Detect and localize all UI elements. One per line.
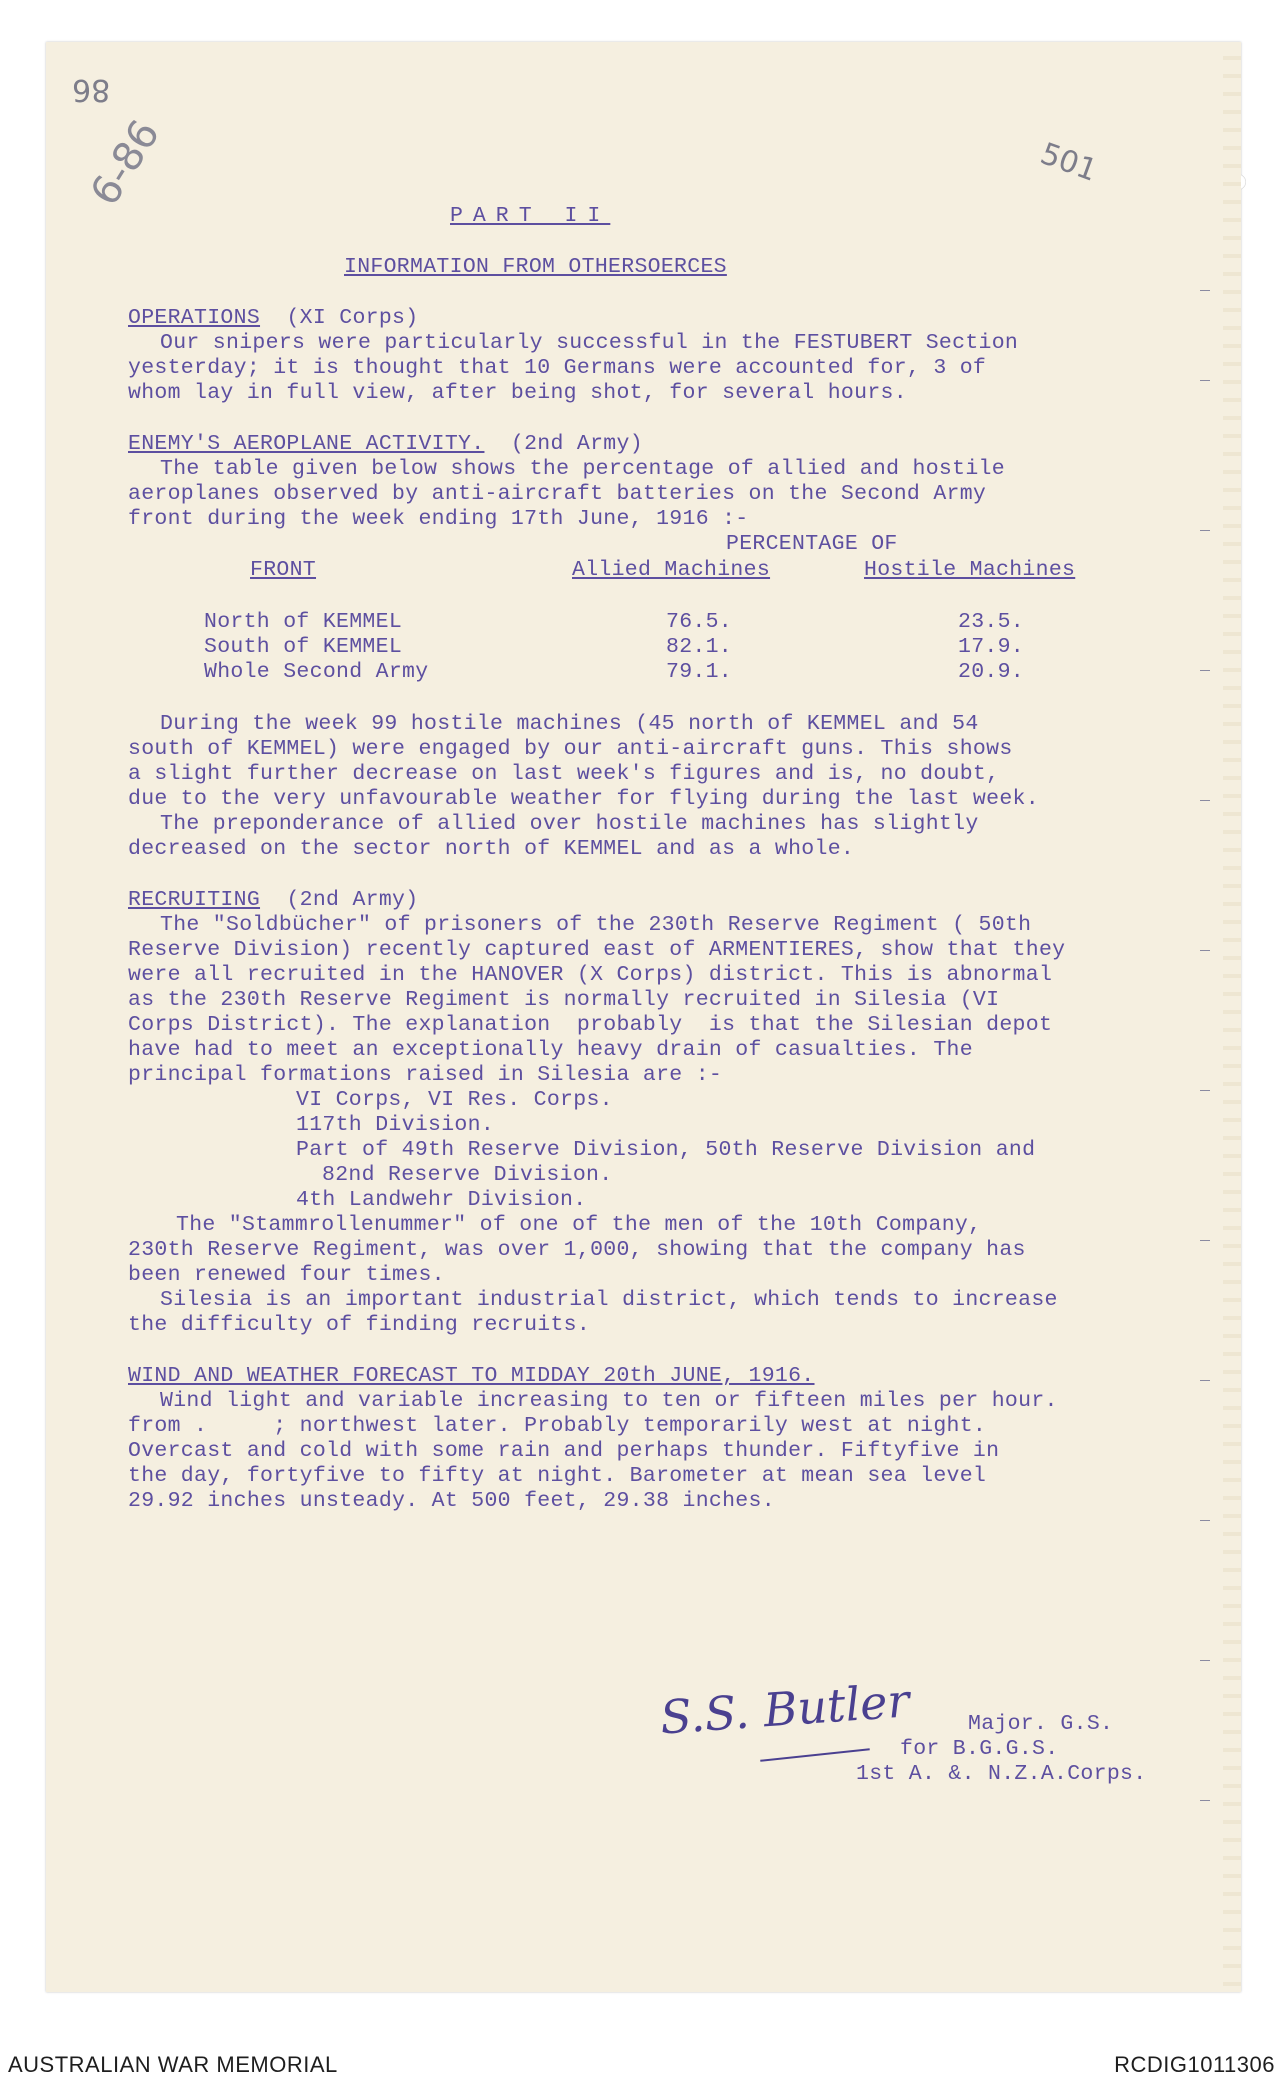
aeroplanes-intro-line: aeroplanes observed by anti-aircraft batteries on the Second Army xyxy=(128,482,987,506)
aeroplanes-summary-line: During the week 99 hostile machines (45 north of KEMMEL and 54 xyxy=(160,712,979,736)
recruiting-line: as the 230th Reserve Regiment is normally recruited in Silesia (VI xyxy=(128,988,1000,1012)
table-row-hostile: 20.9. xyxy=(958,660,1025,684)
weather-heading: WIND AND WEATHER FORECAST TO MIDDAY 20th JUNE, 1916. xyxy=(128,1364,815,1388)
margin-tick xyxy=(1200,380,1210,381)
table-group-header: PERCENTAGE OF xyxy=(726,532,898,556)
table-row-hostile: 23.5. xyxy=(958,610,1025,634)
silesia-line: Silesia is an important industrial district, which tends to increase xyxy=(160,1288,1058,1312)
operations-line: yesterday; it is thought that 10 Germans were accounted for, 3 of xyxy=(128,356,987,380)
footer-left: AUSTRALIAN WAR MEMORIAL xyxy=(8,2052,338,2077)
recruiting-line: have had to meet an exceptionally heavy drain of casualties. The xyxy=(128,1038,973,1062)
margin-tick xyxy=(1200,1090,1210,1091)
table-row-allied: 79.1. xyxy=(666,660,733,684)
table-col-front: FRONT xyxy=(250,558,317,582)
table-row-allied: 76.5. xyxy=(666,610,733,634)
recruiting-line: were all recruited in the HANOVER (X Corps) district. This is abnormal xyxy=(128,963,1053,987)
margin-tick xyxy=(1200,800,1210,801)
signature-rank: Major. G.S. xyxy=(968,1712,1114,1736)
weather-line: 29.92 inches unsteady. At 500 feet, 29.38 inches. xyxy=(128,1489,775,1513)
table-row-front: North of KEMMEL xyxy=(204,610,403,634)
table-col-hostile: Hostile Machines xyxy=(864,558,1076,582)
aeroplanes-summary-line: a slight further decrease on last week's figures and is, no doubt, xyxy=(128,762,1000,786)
aeroplanes-summary-line: due to the very unfavourable weather for flying during the last week. xyxy=(128,787,1039,811)
recruiting-line: Reserve Division) recently captured east of ARMENTIERES, show that they xyxy=(128,938,1066,962)
operations-heading-line xyxy=(128,306,418,331)
punch-hole xyxy=(1230,174,1246,190)
silesia-line: the difficulty of finding recruits. xyxy=(128,1313,591,1337)
table-row-front: Whole Second Army xyxy=(204,660,429,684)
operations-source: (XI Corps) xyxy=(286,306,419,330)
aeroplanes-intro-line: front during the week ending 17th June, 1916 :- xyxy=(128,507,749,531)
aeroplanes-heading: ENEMY'S AEROPLANE ACTIVITY. xyxy=(128,432,485,456)
recruiting-line: The "Soldbücher" of prisoners of the 230th Reserve Regiment ( 50th xyxy=(160,913,1032,937)
table-col-allied: Allied Machines xyxy=(572,558,771,582)
margin-tick xyxy=(1200,1380,1210,1381)
stamm-line: 230th Reserve Regiment, was over 1,000, showing that the company has xyxy=(128,1238,1026,1262)
margin-tick xyxy=(1200,1520,1210,1521)
stamm-line: been renewed four times. xyxy=(128,1263,445,1287)
formation-item: Part of 49th Reserve Division, 50th Reserve Division and xyxy=(296,1138,1036,1162)
aeroplanes-heading-line xyxy=(128,432,643,457)
margin-tick xyxy=(1200,1800,1210,1801)
pencil-folio-left: 6-86 xyxy=(81,112,169,214)
signature-for: for B.G.G.S. xyxy=(900,1737,1059,1761)
table-row-allied: 82.1. xyxy=(666,635,733,659)
footer-right: RCDIG1011306 xyxy=(1114,2052,1275,2077)
table-row-hostile: 17.9. xyxy=(958,635,1025,659)
formation-item: 4th Landwehr Division. xyxy=(296,1188,587,1212)
operations-line: whom lay in full view, after being shot, for several hours. xyxy=(128,381,907,405)
stamm-line: The "Stammrollenummer" of one of the men of the 10th Company, xyxy=(176,1213,982,1237)
weather-line: Overcast and cold with some rain and perhaps thunder. Fiftyfive in xyxy=(128,1439,1000,1463)
section-heading: INFORMATION FROM OTHERSOERCES xyxy=(344,255,727,279)
margin-tick xyxy=(1200,950,1210,951)
pencil-page-number: 86 xyxy=(72,72,111,107)
weather-line: the day, fortyfive to fifty at night. Barometer at mean sea level xyxy=(128,1464,987,1488)
pencil-folio-right: 501 xyxy=(1035,136,1102,189)
aeroplanes-source: (2nd Army) xyxy=(510,432,643,456)
recruiting-line: principal formations raised in Silesia are :- xyxy=(128,1063,723,1087)
aeroplanes-summary-line: The preponderance of allied over hostile machines has slightly xyxy=(160,812,979,836)
handwritten-signature: S.S. Butler xyxy=(658,1673,912,1745)
part-title: PART II xyxy=(450,204,611,228)
margin-tick xyxy=(1200,670,1210,671)
recruiting-line: Corps District). The explanation probably is that the Silesian depot xyxy=(128,1013,1053,1037)
formation-item: 117th Division. xyxy=(296,1113,495,1137)
recruiting-heading: RECRUITING xyxy=(128,888,261,912)
operations-line: Our snipers were particularly successful in the FESTUBERT Section xyxy=(160,331,1019,355)
aeroplanes-intro-line: The table given below shows the percentage of allied and hostile xyxy=(160,457,1005,481)
recruiting-source: (2nd Army) xyxy=(286,888,419,912)
margin-tick xyxy=(1200,1240,1210,1241)
margin-tick xyxy=(1200,530,1210,531)
recruiting-heading-line xyxy=(128,888,418,913)
formation-item: 82nd Reserve Division. xyxy=(322,1163,613,1187)
aeroplanes-summary-line: decreased on the sector north of KEMMEL and as a whole. xyxy=(128,837,855,861)
weather-line: from . ; northwest later. Probably temporarily west at night. xyxy=(128,1414,987,1438)
weather-line: Wind light and variable increasing to ten or fifteen miles per hour. xyxy=(160,1389,1058,1413)
formation-item: VI Corps, VI Res. Corps. xyxy=(296,1088,613,1112)
table-row-front: South of KEMMEL xyxy=(204,635,403,659)
margin-tick xyxy=(1200,1660,1210,1661)
aeroplanes-summary-line: south of KEMMEL) were engaged by our anti-aircraft guns. This shows xyxy=(128,737,1013,761)
operations-heading: OPERATIONS xyxy=(128,306,261,330)
margin-tick xyxy=(1200,290,1210,291)
signature-unit: 1st A. &. N.Z.A.Corps. xyxy=(856,1762,1147,1786)
